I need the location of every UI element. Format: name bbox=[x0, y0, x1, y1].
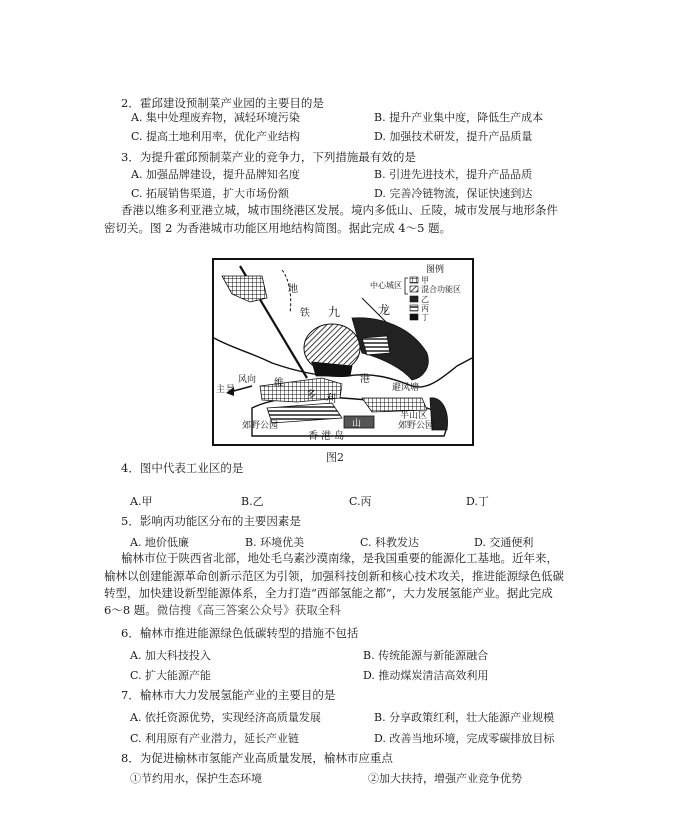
legend-item-ding: 丁 bbox=[421, 313, 429, 322]
q7-option-b: B. 分享政策红利，壮大能源产业规模 bbox=[374, 711, 555, 724]
label-jiu: 九 bbox=[328, 305, 341, 319]
label-banshanqu: 半山区 bbox=[400, 411, 428, 421]
q7-stem: 7．榆林市大力发展氢能产业的主要目的是 bbox=[121, 688, 336, 702]
q6-option-d: D. 推动煤炭清洁高效利用 bbox=[363, 669, 489, 682]
label-shan: 山 bbox=[352, 419, 362, 429]
q5-option-c: C. 科教发达 bbox=[360, 536, 420, 549]
yulin-intro-line-3: 转型，加快建设新型能源体系，全力打造“西部氢能之都”，大力发展氢能产业。据此完成 bbox=[104, 586, 553, 600]
label-tie: 铁 bbox=[300, 308, 310, 319]
label-wind-direction: 风向 bbox=[238, 375, 257, 385]
q6-option-b: B. 传统能源与新能源融合 bbox=[363, 649, 489, 662]
zone-bing-kowloon bbox=[362, 336, 390, 355]
legend-center-district: 中心城区 bbox=[370, 281, 402, 290]
label-dao: 导 bbox=[226, 385, 236, 395]
q5-stem: 5．影响丙功能区分布的主要因素是 bbox=[121, 514, 301, 528]
q2-option-c: C. 提高土地利用率，优化产业结构 bbox=[131, 130, 301, 143]
q5-option-a: A. 地价低廉 bbox=[130, 536, 189, 549]
q5-option-d: D. 交通便利 bbox=[474, 536, 534, 549]
q3-stem: 3．为提升霍邱预制菜产业的竞争力，下列措施最有效的是 bbox=[121, 150, 416, 164]
label-jiaoye-right: 郊野公园 bbox=[398, 421, 435, 431]
q7-option-d: D. 改善当地环境，完成零碳排放目标 bbox=[374, 732, 555, 745]
q6-stem: 6．榆林市推进能源绿色低碳转型的措施不包括 bbox=[121, 626, 359, 640]
label-ya: 亚 bbox=[340, 384, 350, 395]
q2-option-a: A. 集中处理废弃物，减轻环境污染 bbox=[131, 111, 300, 124]
label-duo: 多 bbox=[306, 390, 316, 401]
zone-jia-island-east bbox=[362, 398, 427, 412]
q4-option-d: D.丁 bbox=[466, 495, 489, 508]
legend-item-jia: 甲 bbox=[421, 276, 429, 285]
q6-option-a: A. 加大科技投入 bbox=[130, 649, 211, 662]
label-wei: 维 bbox=[274, 378, 284, 389]
q3-option-a: A. 加强品牌建设，提升品牌知名度 bbox=[131, 168, 300, 181]
yulin-intro-line-1: 榆林市位于陕西省北部，地处毛乌素沙漠南缘，是我国重要的能源化工基地。近年来， bbox=[121, 551, 558, 565]
q4-option-b: B.乙 bbox=[241, 495, 264, 508]
q8-option-2: ②加大扶持，增强产业竞争优势 bbox=[368, 772, 522, 785]
q6-option-c: C. 扩大能源产能 bbox=[130, 669, 212, 682]
hong-kong-land-use-map bbox=[212, 258, 474, 446]
hk-intro-line-2: 密切关。图 2 为香港城市功能区用地结构简图。据此完成 4～5 题。 bbox=[104, 221, 452, 235]
label-bifengtang: 避风塘 bbox=[392, 383, 420, 393]
label-zhu: 主 bbox=[216, 385, 226, 395]
q4-option-a: A.甲 bbox=[130, 495, 153, 508]
q4-option-c: C.丙 bbox=[349, 495, 372, 508]
q7-option-c: C. 利用原有产业潜力，延长产业链 bbox=[130, 732, 300, 745]
q2-option-d: D. 加强技术研发，提升产品质量 bbox=[374, 130, 533, 143]
q3-option-c: C. 拓展销售渠道，扩大市场份额 bbox=[131, 187, 290, 200]
q7-option-a: A. 依托资源优势，实现经济高质量发展 bbox=[130, 711, 321, 724]
q3-option-d: D. 完善冷链物流，保证快速到达 bbox=[374, 187, 533, 200]
label-li: 利 bbox=[326, 394, 336, 405]
q8-stem: 8．为促进榆林市氢能产业高质量发展，榆林市应重点 bbox=[121, 751, 393, 765]
figure-caption: 图2 bbox=[326, 451, 344, 464]
label-gang: 港 bbox=[360, 374, 370, 385]
legend-item-yi: 乙 bbox=[421, 295, 429, 304]
yulin-intro-line-4 bbox=[104, 603, 341, 618]
legend-item-mixed: 混合功能区 bbox=[421, 285, 461, 294]
q2-option-b: B. 提升产业集中度，降低生产成本 bbox=[374, 111, 544, 124]
label-di: 地 bbox=[288, 284, 298, 295]
legend-item-bing: 丙 bbox=[421, 304, 429, 313]
q3-option-b: B. 引进先进技术，提升产品品质 bbox=[374, 168, 533, 181]
label-hong-kong-island: 香 港 岛 bbox=[308, 431, 345, 442]
q4-stem: 4．图中代表工业区的是 bbox=[121, 461, 244, 475]
hk-intro-line-1: 香港以维多利亚港立城，城市围绕港区发展。境内多低山、丘陵，城市发展与地形条件 bbox=[121, 203, 558, 217]
watermark-text: 微信搜《高三答案公众号》获取全科 bbox=[156, 603, 341, 617]
yulin-intro-line-2: 榆林以创建能源革命创新示范区为引领，加强科技创新和核心技术攻关，推进能源绿色低碳 bbox=[104, 569, 564, 583]
legend-title: 图例 bbox=[426, 265, 445, 275]
label-long: 龙 bbox=[378, 303, 391, 317]
q2-stem: 2．霍邱建设预制菜产业园的主要目的是 bbox=[121, 96, 324, 110]
yulin-intro-questions-range: 6～8 题。 bbox=[104, 603, 157, 617]
q8-option-1: ①节约用水，保护生态环境 bbox=[130, 772, 262, 785]
label-jiaoye-left: 郊野公园 bbox=[242, 421, 279, 431]
q5-option-b: B. 环境优美 bbox=[245, 536, 305, 549]
